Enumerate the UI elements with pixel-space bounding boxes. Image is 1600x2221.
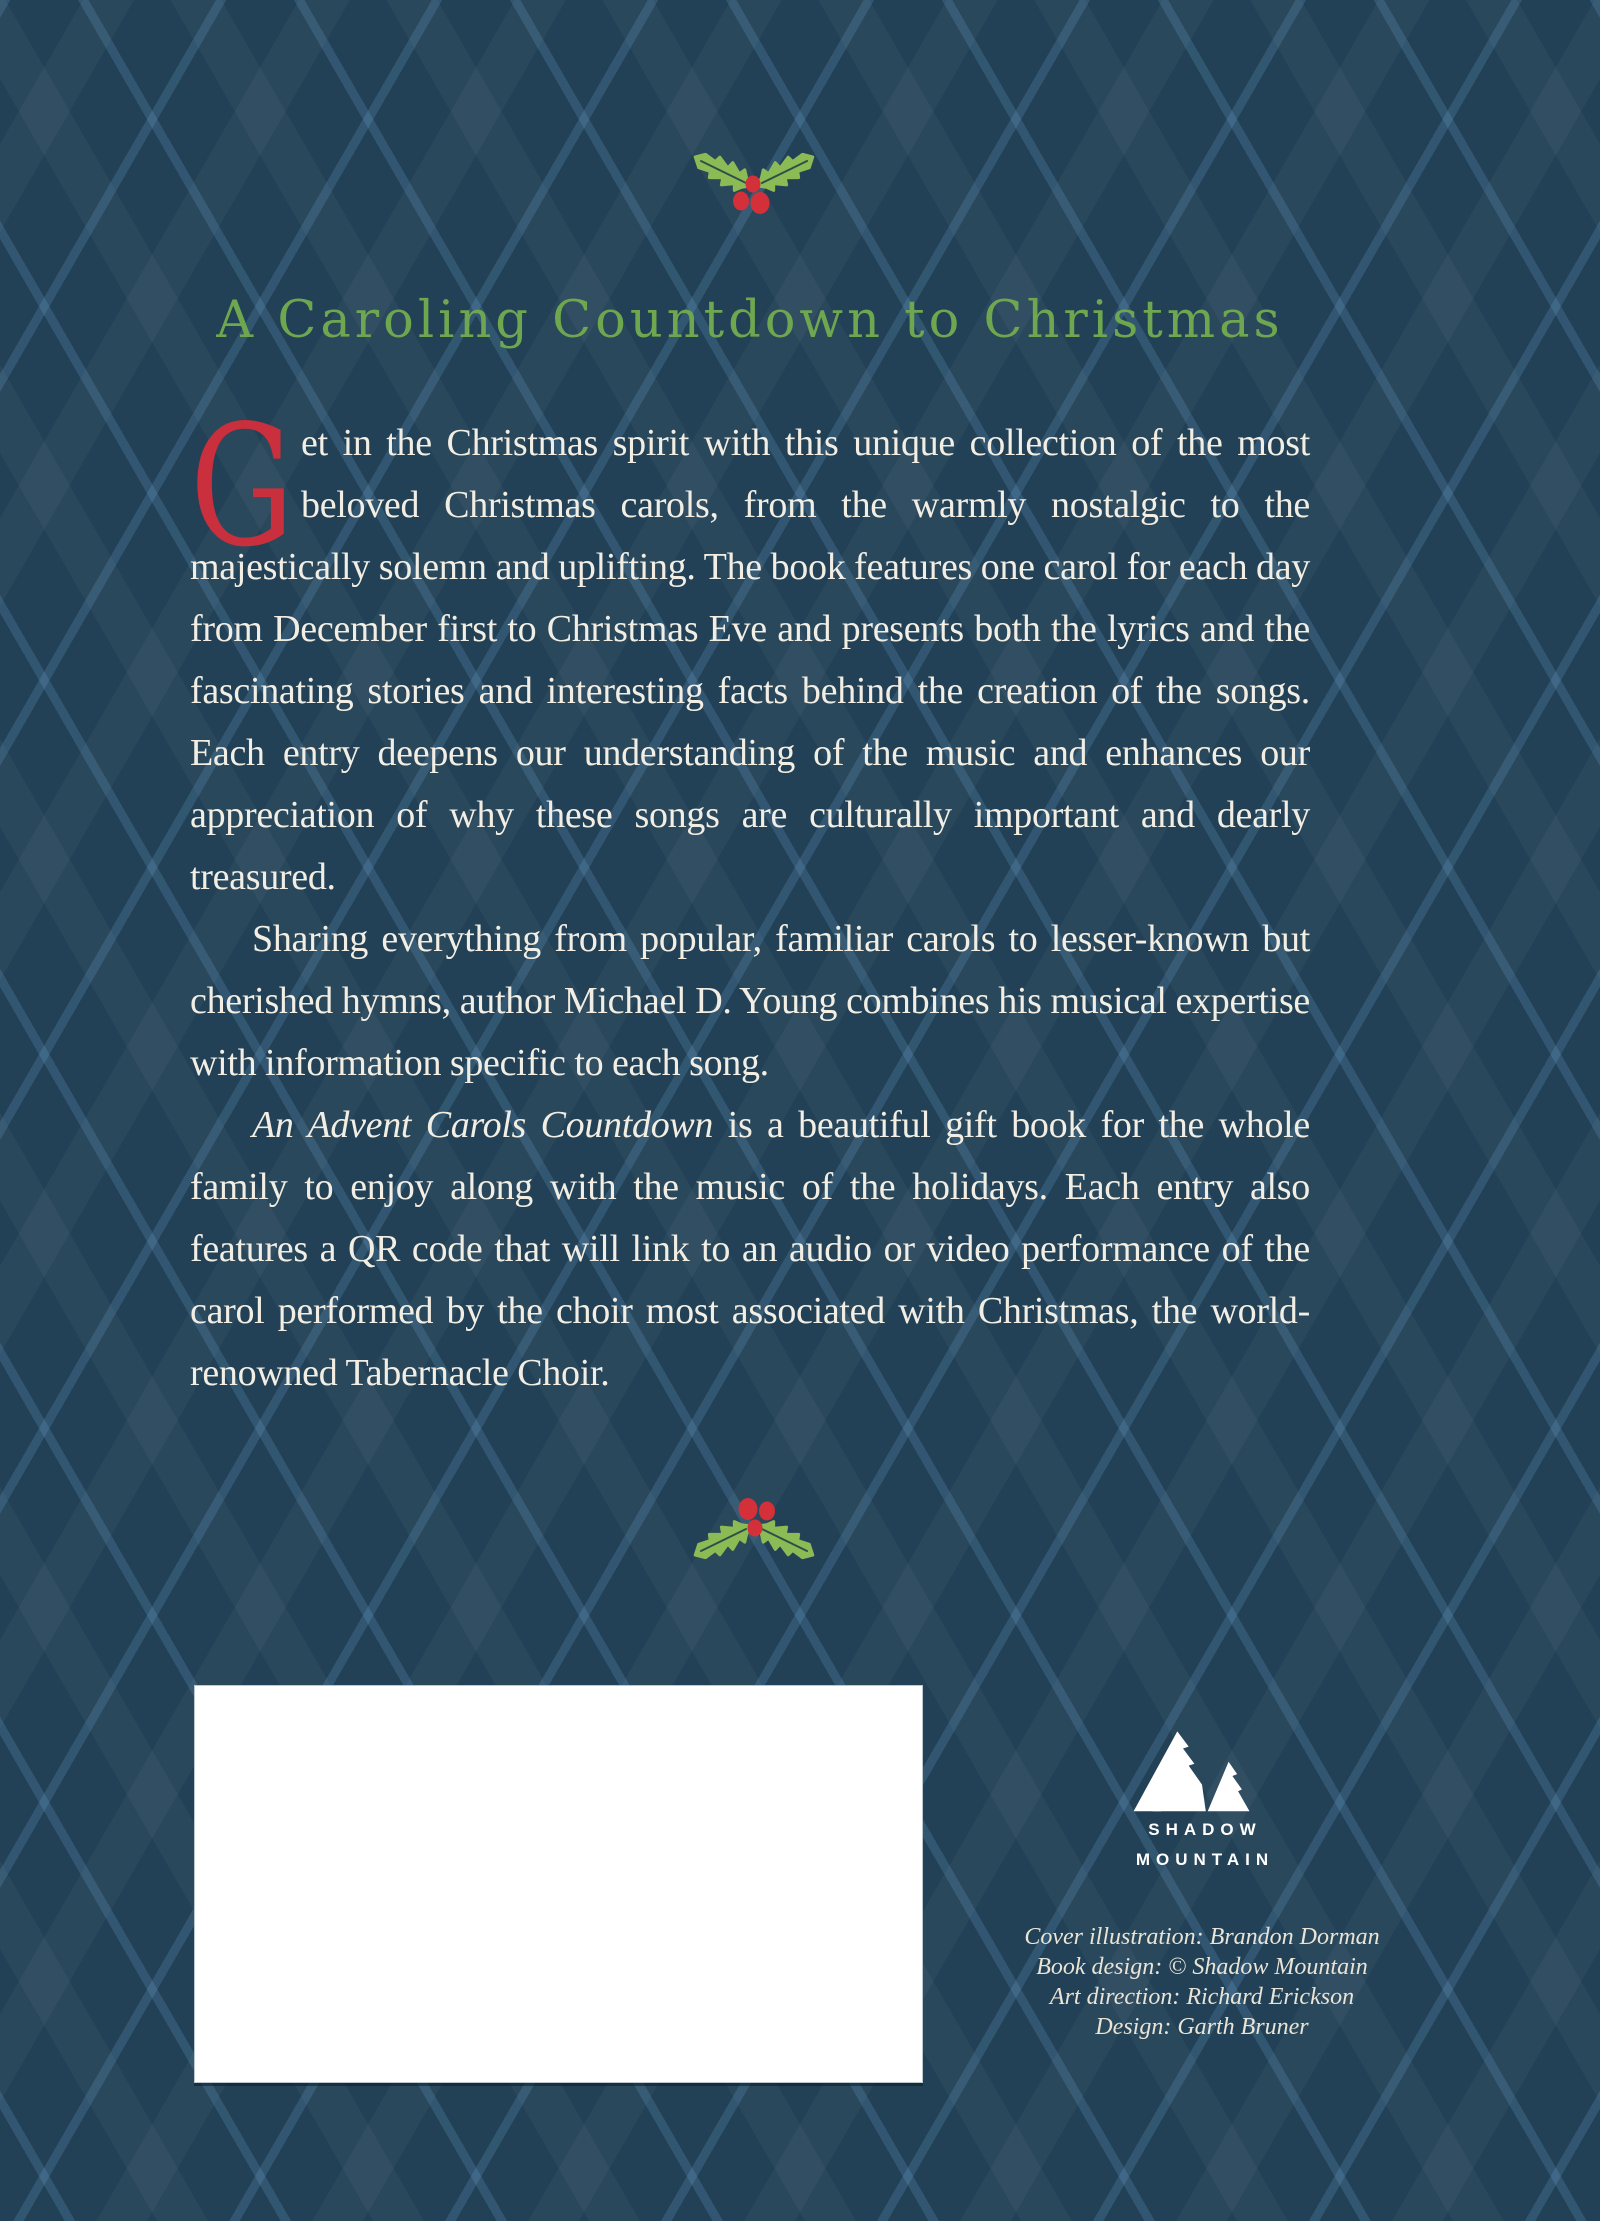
- credit-line: Book design: © Shadow Mountain: [1036, 1954, 1368, 1980]
- mountain-peaks-icon: [1126, 1720, 1278, 1815]
- credit-line: Cover illustration: Brandon Dorman: [1024, 1924, 1380, 1950]
- credits-block: [952, 1922, 1452, 2042]
- book-title: A Caroling Countdown to Christmas: [216, 291, 1284, 350]
- dropcap-letter: G: [190, 390, 294, 584]
- description-paragraph-1: Get in the Christmas spirit with this unique collection of the most beloved Christmas carols, from the warmly nostalgic to the majestically solemn and uplifting. The book features one carol for each day from December first to Christmas Eve and presents both the lyrics and the fascinating stories and interesting facts behind the creation of the songs. Each entry deepens our understanding of the music and enhances our appreciation of why these songs are culturally important and dearly treasured.: [190, 390, 1310, 898]
- publisher-name-line2: MOUNTAIN: [1135, 1850, 1275, 1869]
- publisher-logo: [1050, 1720, 1354, 1875]
- description-paragraph-3: An Advent Carols Countdown is a beautiful gift book for the whole family to enjoy along with the music of the holidays. Each entry also features a QR code that will link to an audio or video performance of the carol performed by the choir most associated with Christmas, the world-renowned Tabernacle Choir.: [190, 1104, 1310, 1394]
- holly-icon: [684, 138, 824, 226]
- book-title-reference: An Advent Carols Countdown: [252, 1104, 714, 1146]
- publisher-name-line1: SHADOW: [1148, 1820, 1262, 1839]
- credit-line: Art direction: Richard Erickson: [1049, 1984, 1355, 2010]
- description-paragraph-2: Sharing everything from popular, familiar carols to lesser-known but cherished hymns, author Michael D. Young combines his musical expertise with information specific to each song.: [190, 918, 1310, 1084]
- book-description: [190, 390, 1310, 1404]
- barcode-placeholder: [194, 1685, 923, 2083]
- credit-line: Design: Garth Bruner: [1095, 2014, 1309, 2040]
- holly-icon: [684, 1486, 824, 1574]
